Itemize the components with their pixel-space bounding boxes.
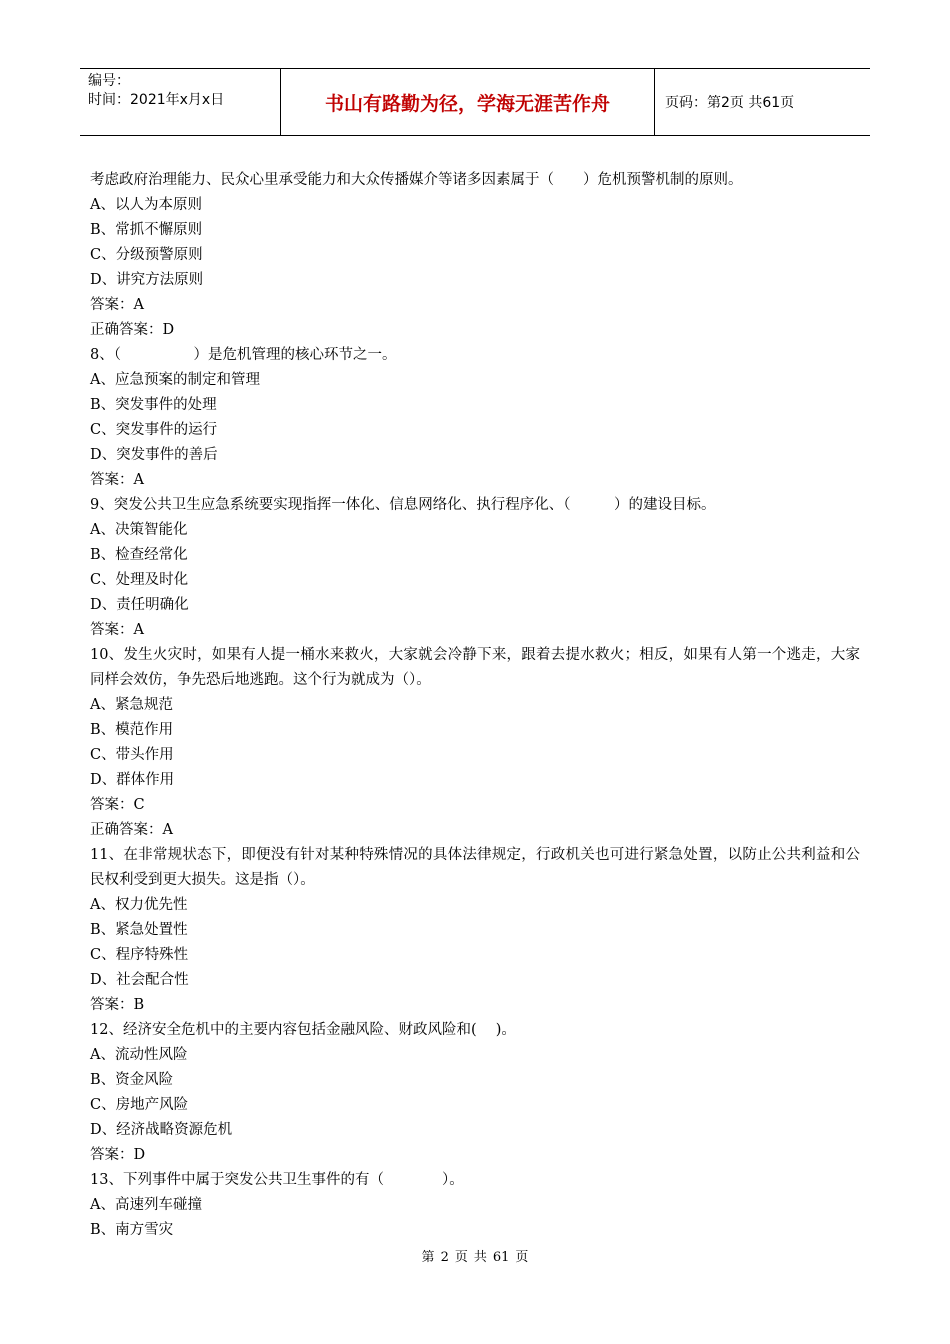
option-line: A、以人为本原则	[90, 197, 202, 213]
option-line: B、资金风险	[90, 1072, 174, 1088]
answer-line: 答案：C	[90, 797, 145, 813]
footer-gong: 共	[473, 1250, 487, 1265]
footer-ye: 页	[454, 1250, 468, 1265]
page-header	[80, 68, 870, 136]
answer-line: 答案：B	[90, 997, 145, 1013]
document-body	[90, 168, 860, 1243]
question-stem: 12、经济安全危机中的主要内容包括金融风险、财政风险和( )。	[90, 1022, 516, 1038]
header-page-info: 页码：第2页 共61页	[665, 95, 795, 111]
question-stem: 13、下列事件中属于突发公共卫生事件的有（ ）。	[90, 1172, 464, 1188]
document-date: 时间：2021年x月x日	[88, 92, 225, 108]
document-number-label: 编号：	[88, 73, 130, 89]
question-stem: 9、突发公共卫生应急系统要实现指挥一体化、信息网络化、执行程序化、（ ）的建设目标。	[90, 497, 716, 513]
option-line: D、群体作用	[90, 772, 175, 788]
option-line: B、模范作用	[90, 722, 174, 738]
option-line: A、流动性风险	[90, 1047, 188, 1063]
page-footer	[0, 1246, 950, 1265]
option-line: B、突发事件的处理	[90, 397, 217, 413]
footer-page-number: 2	[440, 1250, 449, 1265]
answer-line: 答案：D	[90, 1147, 146, 1163]
option-line: B、检查经常化	[90, 547, 188, 563]
question-stem: 考虑政府治理能力、民众心里承受能力和大众传播媒介等诸多因素属于（ ）危机预警机制的原则。	[90, 172, 743, 188]
option-line: C、突发事件的运行	[90, 422, 218, 438]
question-stem: 11、在非常规状态下，即便没有针对某种特殊情况的具体法律规定，行政机关也可进行紧急处置，以防止公共利益和公民权利受到更大损失。这是指（）。	[90, 847, 860, 888]
option-line: B、紧急处置性	[90, 922, 188, 938]
question-stem: 8、（ ）是危机管理的核心环节之一。	[90, 347, 397, 363]
question-stem: 10、发生火灾时，如果有人提一桶水来救火，大家就会冷静下来，跟着去提水救火；相反，如果有人第一个逃走，大家同样会效仿，争先恐后地逃跑。这个行为就成为（）。	[90, 647, 860, 688]
option-line: A、权力优先性	[90, 897, 188, 913]
answer-line: 答案：A	[90, 622, 144, 638]
option-line: D、经济战略资源危机	[90, 1122, 233, 1138]
footer-ye: 页	[515, 1250, 529, 1265]
option-line: D、突发事件的善后	[90, 447, 218, 463]
option-line: A、应急预案的制定和管理	[90, 372, 260, 388]
option-line: A、紧急规范	[90, 697, 173, 713]
footer-di: 第	[421, 1250, 435, 1265]
header-meta	[80, 69, 281, 135]
option-line: C、处理及时化	[90, 572, 189, 588]
footer-total-pages: 61	[492, 1250, 510, 1265]
option-line: A、高速列车碰撞	[90, 1197, 202, 1213]
correct-answer-line: 正确答案：D	[90, 322, 175, 338]
option-line: C、房地产风险	[90, 1097, 189, 1113]
option-line: D、社会配合性	[90, 972, 189, 988]
option-line: B、南方雪灾	[90, 1222, 174, 1238]
option-line: B、常抓不懈原则	[90, 222, 203, 238]
correct-answer-line: 正确答案：A	[90, 822, 173, 838]
option-line: A、决策智能化	[90, 522, 188, 538]
answer-line: 答案：A	[90, 472, 144, 488]
option-line: C、带头作用	[90, 747, 174, 763]
header-motto: 书山有路勤为径，学海无涯苦作舟	[281, 69, 655, 135]
option-line: C、分级预警原则	[90, 247, 203, 263]
option-line: D、讲究方法原则	[90, 272, 204, 288]
option-line: D、责任明确化	[90, 597, 189, 613]
answer-line: 答案：A	[90, 297, 144, 313]
option-line: C、程序特殊性	[90, 947, 189, 963]
